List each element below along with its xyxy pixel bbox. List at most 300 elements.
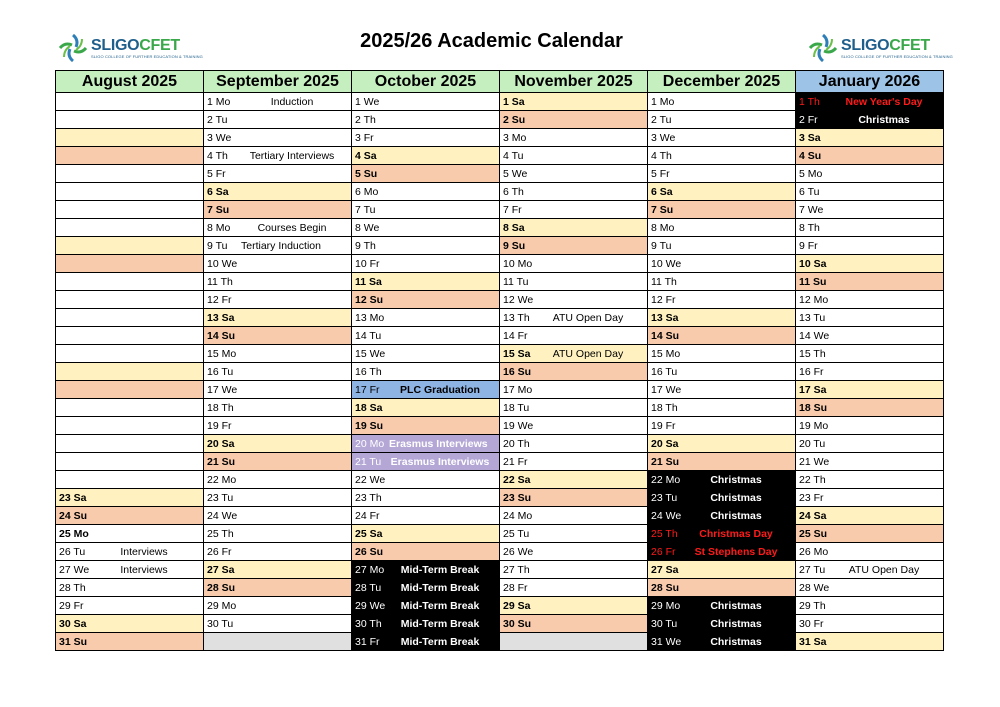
day-cell xyxy=(352,597,500,615)
day-cell xyxy=(648,345,796,363)
calendar-row xyxy=(56,525,944,543)
day-label: 26 Tu xyxy=(59,545,86,558)
page-title: 2025/26 Academic Calendar xyxy=(360,30,623,52)
logo-wordmark: SLIGOCFET xyxy=(841,36,930,54)
day-label: 21 Su xyxy=(207,455,236,468)
calendar-row xyxy=(56,507,944,525)
day-label: 25 Sa xyxy=(355,527,383,540)
day-cell xyxy=(500,561,648,579)
day-label: 23 Su xyxy=(503,491,532,504)
day-cell xyxy=(648,615,796,633)
logo-right xyxy=(808,30,953,66)
calendar-row xyxy=(56,327,944,345)
day-label: 7 Su xyxy=(207,203,230,216)
day-cell xyxy=(796,435,944,453)
day-cell xyxy=(56,363,204,381)
day-cell xyxy=(500,309,648,327)
event-label: ATU Open Day xyxy=(848,563,920,576)
event-label: ATU Open Day xyxy=(552,311,624,324)
day-label: 26 Fr xyxy=(651,545,676,558)
event-label: Christmas xyxy=(710,599,762,612)
day-cell xyxy=(352,435,500,453)
day-label: 17 We xyxy=(651,383,682,396)
day-cell xyxy=(352,453,500,471)
day-label: 27 Th xyxy=(503,563,530,576)
event-label: Mid-Term Break xyxy=(400,563,480,576)
day-label: 28 Th xyxy=(59,581,86,594)
day-cell xyxy=(56,165,204,183)
calendar-row xyxy=(56,453,944,471)
day-label: 16 Su xyxy=(503,365,532,378)
day-label: 13 Sa xyxy=(651,311,679,324)
day-label: 4 Tu xyxy=(503,149,524,162)
day-cell xyxy=(500,111,648,129)
day-cell xyxy=(352,255,500,273)
day-cell xyxy=(56,615,204,633)
calendar-row xyxy=(56,417,944,435)
day-cell xyxy=(648,327,796,345)
day-cell xyxy=(56,345,204,363)
day-cell xyxy=(56,219,204,237)
day-cell xyxy=(500,453,648,471)
event-label: Christmas xyxy=(710,635,762,648)
day-label: 1 Th xyxy=(799,95,820,108)
day-cell xyxy=(204,291,352,309)
day-cell xyxy=(796,381,944,399)
day-cell xyxy=(796,417,944,435)
day-cell xyxy=(796,237,944,255)
day-cell xyxy=(204,543,352,561)
event-label: Christmas xyxy=(710,509,762,522)
logo-tagline: SLIGO COLLEGE OF FURTHER EDUCATION & TRAINING xyxy=(91,53,203,59)
day-cell xyxy=(796,183,944,201)
day-cell xyxy=(204,111,352,129)
day-cell xyxy=(56,561,204,579)
month-header: August 2025 xyxy=(56,71,204,93)
day-cell xyxy=(796,273,944,291)
day-label: 11 Tu xyxy=(503,275,529,288)
day-cell xyxy=(500,165,648,183)
calendar-row xyxy=(56,273,944,291)
day-cell xyxy=(352,561,500,579)
day-label: 8 Sa xyxy=(503,221,525,234)
day-cell xyxy=(648,561,796,579)
calendar-row xyxy=(56,381,944,399)
day-cell xyxy=(204,579,352,597)
event-label: Erasmus Interviews xyxy=(389,437,488,450)
day-label: 14 Su xyxy=(651,329,680,342)
day-label: 11 Su xyxy=(799,275,827,288)
day-cell xyxy=(500,597,648,615)
day-label: 28 We xyxy=(799,581,830,594)
month-header: January 2026 xyxy=(796,71,944,93)
day-cell xyxy=(648,93,796,111)
month-header: November 2025 xyxy=(500,71,648,93)
day-label: 16 Fr xyxy=(799,365,824,378)
day-label: 28 Su xyxy=(651,581,680,594)
day-cell xyxy=(648,183,796,201)
day-cell xyxy=(56,489,204,507)
day-cell xyxy=(648,255,796,273)
day-cell xyxy=(56,201,204,219)
event-label: Mid-Term Break xyxy=(400,635,480,648)
day-label: 27 Tu xyxy=(799,563,826,576)
day-label: 3 We xyxy=(207,131,232,144)
day-cell xyxy=(796,471,944,489)
day-cell xyxy=(56,471,204,489)
calendar-row xyxy=(56,597,944,615)
day-cell xyxy=(204,453,352,471)
day-cell xyxy=(796,327,944,345)
day-label: 22 Mo xyxy=(207,473,237,486)
calendar-row xyxy=(56,615,944,633)
day-cell xyxy=(204,183,352,201)
day-cell xyxy=(648,381,796,399)
calendar-row xyxy=(56,165,944,183)
day-label: 31 We xyxy=(651,635,682,648)
day-cell xyxy=(648,453,796,471)
day-label: 30 Sa xyxy=(59,617,87,630)
day-label: 2 Fr xyxy=(799,113,818,126)
day-cell xyxy=(56,417,204,435)
day-label: 28 Tu xyxy=(355,581,382,594)
calendar-row xyxy=(56,309,944,327)
day-label: 24 Mo xyxy=(503,509,533,522)
day-cell xyxy=(648,363,796,381)
day-cell xyxy=(204,309,352,327)
logo-tagline: SLIGO COLLEGE OF FURTHER EDUCATION & TRAINING xyxy=(841,53,953,59)
day-label: 22 Mo xyxy=(651,473,681,486)
day-label: 26 We xyxy=(503,545,534,558)
calendar-row xyxy=(56,363,944,381)
day-label: 8 Mo xyxy=(651,221,675,234)
calendar-row xyxy=(56,93,944,111)
day-label: 6 Sa xyxy=(651,185,673,198)
day-label: 29 We xyxy=(355,599,386,612)
day-cell xyxy=(648,435,796,453)
day-label: 10 Mo xyxy=(503,257,533,270)
day-cell xyxy=(500,183,648,201)
day-label: 3 Mo xyxy=(503,131,527,144)
day-cell xyxy=(648,399,796,417)
day-label: 17 Mo xyxy=(503,383,533,396)
day-cell xyxy=(204,525,352,543)
day-label: 10 Fr xyxy=(355,257,380,270)
day-label: 13 Tu xyxy=(799,311,826,324)
day-cell xyxy=(500,255,648,273)
day-cell xyxy=(648,273,796,291)
day-cell xyxy=(204,615,352,633)
day-label: 2 Th xyxy=(355,113,376,126)
day-cell xyxy=(796,219,944,237)
day-cell xyxy=(352,543,500,561)
event-label: St Stephens Day xyxy=(694,545,778,558)
day-cell xyxy=(56,633,204,651)
day-label: 11 Th xyxy=(651,275,677,288)
day-label: 21 Tu xyxy=(355,455,382,468)
day-label: 10 We xyxy=(651,257,682,270)
day-cell xyxy=(56,273,204,291)
day-cell xyxy=(796,129,944,147)
day-label: 23 Tu xyxy=(651,491,678,504)
event-label: Christmas Day xyxy=(699,527,773,540)
day-label: 24 We xyxy=(651,509,682,522)
day-cell xyxy=(796,345,944,363)
day-cell xyxy=(352,291,500,309)
day-cell xyxy=(500,489,648,507)
event-label: Mid-Term Break xyxy=(400,599,480,612)
day-label: 2 Su xyxy=(503,113,526,126)
day-cell xyxy=(352,147,500,165)
day-label: 23 Fr xyxy=(799,491,824,504)
day-cell xyxy=(796,579,944,597)
day-label: 30 Tu xyxy=(651,617,678,630)
day-cell xyxy=(352,129,500,147)
day-cell xyxy=(352,615,500,633)
day-cell xyxy=(56,453,204,471)
day-cell xyxy=(648,309,796,327)
day-label: 7 Tu xyxy=(355,203,376,216)
day-cell xyxy=(204,201,352,219)
day-cell xyxy=(352,273,500,291)
day-label: 30 Tu xyxy=(207,617,234,630)
day-cell xyxy=(204,327,352,345)
day-label: 5 We xyxy=(503,167,528,180)
day-cell xyxy=(796,201,944,219)
event-label: PLC Graduation xyxy=(400,383,480,396)
day-cell xyxy=(500,363,648,381)
day-cell xyxy=(500,543,648,561)
day-label: 13 Sa xyxy=(207,311,235,324)
day-cell xyxy=(56,147,204,165)
day-label: 17 Fr xyxy=(355,383,380,396)
day-cell xyxy=(352,201,500,219)
day-cell xyxy=(56,507,204,525)
day-label: 30 Fr xyxy=(799,617,824,630)
day-cell xyxy=(648,579,796,597)
day-label: 16 Tu xyxy=(651,365,678,378)
month-header: October 2025 xyxy=(352,71,500,93)
day-cell xyxy=(796,525,944,543)
day-label: 4 Sa xyxy=(355,149,377,162)
day-cell xyxy=(56,435,204,453)
day-label: 5 Mo xyxy=(799,167,823,180)
calendar-table xyxy=(55,70,944,651)
day-label: 11 Th xyxy=(207,275,233,288)
day-cell xyxy=(500,579,648,597)
day-cell xyxy=(648,219,796,237)
day-label: 8 Mo xyxy=(207,221,231,234)
day-label: 15 Th xyxy=(799,347,826,360)
day-label: 28 Su xyxy=(207,581,236,594)
calendar-row xyxy=(56,399,944,417)
day-cell xyxy=(648,237,796,255)
day-label: 5 Fr xyxy=(651,167,670,180)
day-cell xyxy=(204,93,352,111)
day-cell xyxy=(796,561,944,579)
day-label: 22 Sa xyxy=(503,473,531,486)
day-cell xyxy=(56,309,204,327)
day-cell xyxy=(352,363,500,381)
day-label: 19 Fr xyxy=(207,419,232,432)
day-label: 25 Su xyxy=(799,527,828,540)
day-cell xyxy=(352,381,500,399)
event-label: Induction xyxy=(270,95,314,108)
day-label: 18 Su xyxy=(799,401,828,414)
day-cell xyxy=(204,237,352,255)
day-label: 7 Su xyxy=(651,203,674,216)
swirl-logo-icon xyxy=(808,33,838,63)
day-cell xyxy=(500,435,648,453)
day-label: 30 Th xyxy=(355,617,382,630)
calendar-row xyxy=(56,435,944,453)
day-label: 20 Sa xyxy=(207,437,235,450)
day-cell xyxy=(648,507,796,525)
day-cell xyxy=(204,633,352,651)
day-label: 31 Sa xyxy=(799,635,827,648)
day-cell xyxy=(796,633,944,651)
month-header: September 2025 xyxy=(204,71,352,93)
event-label: Tertiary Interviews xyxy=(249,149,335,162)
day-cell xyxy=(500,273,648,291)
day-cell xyxy=(500,615,648,633)
day-label: 24 Sa xyxy=(799,509,827,522)
day-label: 8 We xyxy=(355,221,380,234)
day-cell xyxy=(500,525,648,543)
calendar-row xyxy=(56,579,944,597)
day-label: 15 We xyxy=(355,347,386,360)
day-cell xyxy=(56,291,204,309)
day-cell xyxy=(796,597,944,615)
day-label: 16 Tu xyxy=(207,365,234,378)
day-cell xyxy=(796,615,944,633)
day-label: 30 Su xyxy=(503,617,532,630)
day-label: 14 We xyxy=(799,329,830,342)
calendar-row xyxy=(56,543,944,561)
calendar-row xyxy=(56,291,944,309)
day-cell xyxy=(352,633,500,651)
event-label: Courses Begin xyxy=(257,221,327,234)
day-cell xyxy=(796,165,944,183)
day-cell xyxy=(352,183,500,201)
day-label: 12 Fr xyxy=(207,293,232,306)
day-cell xyxy=(796,147,944,165)
event-label: Interviews xyxy=(120,545,168,558)
event-label: ATU Open Day xyxy=(552,347,624,360)
day-cell xyxy=(500,93,648,111)
day-label: 14 Su xyxy=(207,329,236,342)
day-label: 29 Fr xyxy=(59,599,84,612)
day-label: 18 Sa xyxy=(355,401,383,414)
day-label: 9 Su xyxy=(503,239,526,252)
day-cell xyxy=(500,237,648,255)
day-label: 5 Fr xyxy=(207,167,226,180)
day-cell xyxy=(204,129,352,147)
day-cell xyxy=(56,237,204,255)
day-label: 15 Mo xyxy=(207,347,237,360)
day-cell xyxy=(56,579,204,597)
day-cell xyxy=(204,471,352,489)
day-cell xyxy=(796,507,944,525)
day-label: 9 Tu xyxy=(207,239,228,252)
calendar-row xyxy=(56,201,944,219)
day-label: 15 Mo xyxy=(651,347,681,360)
day-label: 10 We xyxy=(207,257,238,270)
day-label: 6 Sa xyxy=(207,185,229,198)
day-label: 12 Mo xyxy=(799,293,829,306)
event-label: Christmas xyxy=(710,617,762,630)
day-cell xyxy=(648,471,796,489)
day-cell xyxy=(648,147,796,165)
day-cell xyxy=(796,111,944,129)
day-cell xyxy=(204,147,352,165)
day-label: 1 Mo xyxy=(651,95,675,108)
day-label: 17 We xyxy=(207,383,238,396)
day-label: 25 Tu xyxy=(503,527,530,540)
calendar-row xyxy=(56,633,944,651)
day-cell xyxy=(500,291,648,309)
day-label: 31 Su xyxy=(59,635,88,648)
event-label: Mid-Term Break xyxy=(400,581,480,594)
day-label: 16 Th xyxy=(355,365,382,378)
day-cell xyxy=(500,381,648,399)
day-cell xyxy=(204,399,352,417)
day-label: 19 We xyxy=(503,419,534,432)
day-label: 27 Sa xyxy=(207,563,235,576)
day-label: 27 Sa xyxy=(651,563,679,576)
day-cell xyxy=(648,291,796,309)
day-label: 23 Th xyxy=(355,491,382,504)
event-label: Christmas xyxy=(710,473,762,486)
day-label: 3 Sa xyxy=(799,131,821,144)
day-label: 19 Su xyxy=(355,419,384,432)
day-cell xyxy=(352,219,500,237)
day-cell xyxy=(56,543,204,561)
day-cell xyxy=(796,489,944,507)
day-cell xyxy=(204,597,352,615)
day-cell xyxy=(56,255,204,273)
day-label: 25 Mo xyxy=(59,527,89,540)
day-cell xyxy=(352,93,500,111)
calendar-row xyxy=(56,237,944,255)
day-label: 14 Tu xyxy=(355,329,382,342)
day-label: 9 Fr xyxy=(799,239,818,252)
day-cell xyxy=(56,183,204,201)
day-cell xyxy=(204,219,352,237)
day-cell xyxy=(204,489,352,507)
day-label: 4 Th xyxy=(651,149,672,162)
day-cell xyxy=(500,399,648,417)
logo-wordmark: SLIGOCFET xyxy=(91,36,180,54)
day-label: 12 We xyxy=(503,293,534,306)
day-cell xyxy=(648,201,796,219)
day-cell xyxy=(500,129,648,147)
day-cell xyxy=(204,165,352,183)
day-cell xyxy=(204,381,352,399)
day-cell xyxy=(204,561,352,579)
day-label: 17 Sa xyxy=(799,383,827,396)
day-label: 20 Mo xyxy=(355,437,385,450)
day-cell xyxy=(796,543,944,561)
day-label: 20 Th xyxy=(503,437,530,450)
day-cell xyxy=(56,381,204,399)
calendar-row xyxy=(56,255,944,273)
day-label: 7 We xyxy=(799,203,824,216)
day-cell xyxy=(352,489,500,507)
day-cell xyxy=(352,345,500,363)
day-cell xyxy=(352,417,500,435)
day-cell xyxy=(500,219,648,237)
